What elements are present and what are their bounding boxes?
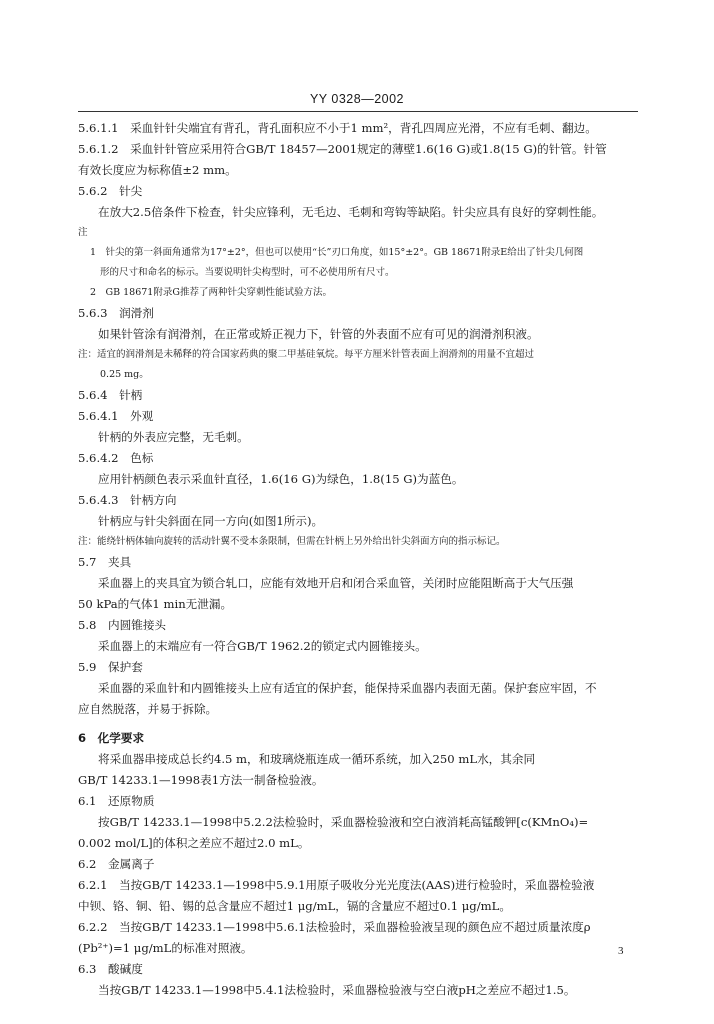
text-line: 6.3 酸碱度	[78, 962, 143, 976]
text-line: 5.6.4 针柄	[78, 388, 143, 402]
text-line: 采血器上的夹具宜为锁合轧口，应能有效地开启和闭合采血管，关闭时应能阻断高于大气压强	[98, 576, 574, 590]
text-line: 当按GB/T 14233.1—1998中5.4.1法检验时，采血器检验液与空白液pH之差应不超过1.5。	[98, 983, 576, 997]
text-line: 5.6.4.2 色标	[78, 451, 154, 465]
note-line: 0.25 mg。	[100, 369, 149, 380]
text-line: 5.8 内圆锥接头	[78, 618, 167, 632]
text-line: 采血器上的末端应有一符合GB/T 1962.2的锁定式内圆锥接头。	[98, 639, 427, 653]
text-line: 5.6.4.3 针柄方向	[78, 493, 177, 507]
text-line: 应用针柄颜色表示采血针直径，1.6(16 G)为绿色，1.8(15 G)为蓝色。	[98, 472, 464, 486]
text-line: 5.6.2 针尖	[78, 184, 143, 198]
text-line: 6.2 金属离子	[78, 857, 155, 871]
text-line: 有效长度应为标称值±2 mm。	[78, 163, 237, 177]
chapter-heading: 6 化学要求	[78, 731, 145, 745]
text-line: 0.002 mol/L]的体积之差应不超过2.0 mL。	[78, 836, 310, 850]
text-line: 50 kPa的气体1 min无泄漏。	[78, 597, 233, 611]
body-text	[78, 118, 640, 1001]
text-line: 5.9 保护套	[78, 660, 143, 674]
text-line: 5.6.4.1 外观	[78, 409, 154, 423]
text-line: 针柄的外表应完整，无毛刺。	[98, 430, 249, 444]
text-line: 针柄应与针尖斜面在同一方向(如图1所示)。	[98, 514, 324, 528]
text-line: 5.7 夹具	[78, 555, 132, 569]
header-rule	[78, 111, 638, 112]
text-line: 6.2.1 当按GB/T 14233.1—1998中5.9.1用原子吸收分光光度法(AAS)进行检验时，采血器检验液	[78, 878, 595, 892]
note-line: 注	[78, 227, 88, 238]
spacer	[78, 720, 640, 728]
text-line: GB/T 14233.1—1998表1方法一制备检验液。	[78, 773, 324, 787]
note-line: 2 GB 18671附录G推荐了两种针尖穿刺性能试验方法。	[90, 287, 332, 298]
running-header: YY 0328—2002	[309, 92, 405, 106]
text-line: 采血器的采血针和内圆锥接头上应有适宜的保护套，能保持采血器内表面无菌。保护套应牢固，不	[98, 681, 597, 695]
text-line: 如果针管涂有润滑剂，在正常或矫正视力下，针管的外表面不应有可见的润滑剂积液。	[98, 327, 539, 341]
text-line: 5.6.1.2 采血针针管应采用符合GB/T 18457—2001规定的薄壁1.6(16 G)或1.8(15 G)的针管。针管	[78, 142, 607, 156]
text-line: 6.1 还原物质	[78, 794, 155, 808]
text-line: 将采血器串接成总长约4.5 m，和玻璃烧瓶连成一循环系统，加入250 mL水，其余同	[98, 752, 536, 766]
note-line: 1 针尖的第一斜面角通常为17°±2°，但也可以使用“长”刃口角度，如15°±2°。GB 18671附录E给出了针尖几何图	[90, 247, 584, 258]
text-line: 中钡、铬、铜、铅、锡的总含量应不超过1 μg/mL，镉的含量应不超过0.1 μg/mL。	[78, 899, 511, 913]
text-line: 按GB/T 14233.1—1998中5.2.2法检验时，采血器检验液和空白液消耗高锰酸钾[c(KMnO₄)=	[98, 815, 589, 829]
text-line: 5.6.3 润滑剂	[78, 306, 154, 320]
text-line: 在放大2.5倍条件下检查，针尖应锋利，无毛边、毛刺和弯钩等缺陷。针尖应具有良好的穿刺性能。	[98, 205, 604, 219]
text-line: 5.6.1.1 采血针针尖端宜有背孔，背孔面积应不小于1 mm²，背孔四周应光滑，不应有毛刺、翻边。	[78, 121, 597, 135]
text-line: 应自然脱落，并易于拆除。	[78, 702, 218, 716]
page-number: 3	[618, 945, 624, 957]
note-line: 注：适宜的润滑剂是未稀释的符合国家药典的聚二甲基硅氧烷。每平方厘米针管表面上润滑剂的用量不宜超过	[78, 349, 535, 360]
text-line: 6.2.2 当按GB/T 14233.1—1998中5.6.1法检验时，采血器检验液呈现的颜色应不超过质量浓度ρ	[78, 920, 591, 934]
note-line: 注：能绕针柄体轴向旋转的活动针翼不受本条限制，但需在针柄上另外给出针尖斜面方向的指示标记。	[78, 536, 506, 547]
note-line: 形的尺寸和命名的标示。当要说明针尖构型时，可不必使用所有尺寸。	[100, 267, 395, 278]
text-line: (Pb²⁺)=1 μg/mL的标准对照液。	[78, 941, 253, 955]
